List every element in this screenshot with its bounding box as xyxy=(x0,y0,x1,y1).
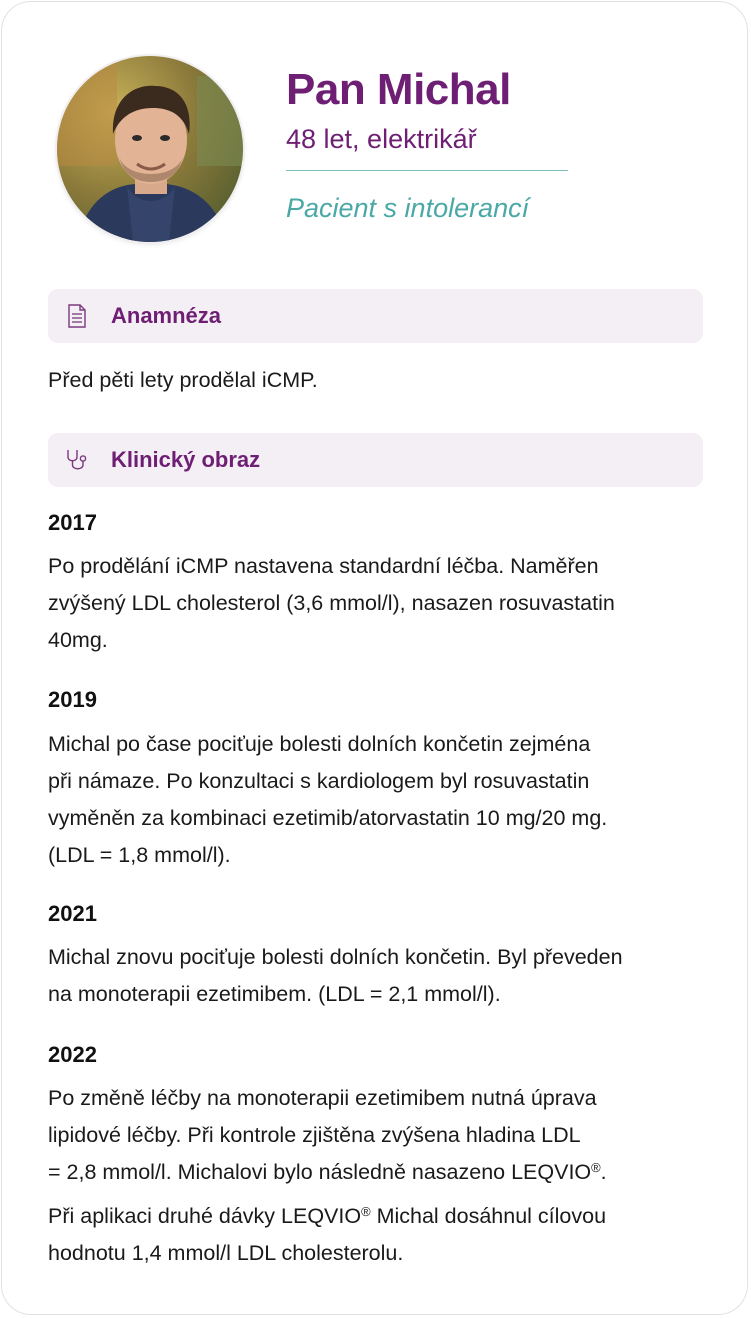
timeline-year-2021: 2021 xyxy=(48,901,97,926)
timeline-year-2017: 2017 xyxy=(48,510,97,535)
avatar-photo xyxy=(57,56,243,242)
text-line: 40mg. xyxy=(48,628,108,652)
section-label-klinicky-obraz: Klinický obraz xyxy=(111,447,261,472)
text-line: na monoterapii ezetimibem. (LDL = 2,1 mmol/l). xyxy=(48,982,501,1006)
stethoscope-icon xyxy=(64,447,90,473)
text-line: Po prodělání iCMP nastavena standardní léčba. Naměřen xyxy=(48,554,599,578)
text-line xyxy=(48,1154,698,1191)
document-icon xyxy=(64,303,90,329)
timeline-text-2019 xyxy=(48,726,698,874)
timeline-year-2022: 2022 xyxy=(48,1042,97,1067)
trademark-symbol: ® xyxy=(591,1159,601,1175)
section-header-klinicky-obraz xyxy=(48,433,703,487)
text-line: (LDL = 1,8 mmol/l). xyxy=(48,843,231,867)
patient-avatar xyxy=(57,56,243,242)
timeline-text-2022 xyxy=(48,1080,698,1191)
text-line: hodnotu 1,4 mmol/l LDL cholesterolu. xyxy=(48,1241,404,1265)
text-line: při námaze. Po konzultaci s kardiologem byl rosuvastatin xyxy=(48,769,590,793)
anamneza-text: Před pěti lety prodělal iCMP. xyxy=(48,368,318,392)
patient-age-occupation: 48 let, elektrikář xyxy=(286,124,477,154)
timeline-text-2022-result xyxy=(48,1198,698,1272)
timeline-text-2021 xyxy=(48,939,698,1013)
text-line: vyměněn za kombinaci ezetimib/atorvastatin 10 mg/20 mg. xyxy=(48,806,608,830)
text-fragment: . xyxy=(600,1160,607,1184)
trademark-symbol: ® xyxy=(361,1203,371,1219)
section-label-anamneza: Anamnéza xyxy=(111,303,222,328)
text-line: lipidové léčby. Při kontrole zjištěna zvýšena hladina LDL xyxy=(48,1123,581,1147)
text-line: Michal po čase pociťuje bolesti dolních končetin zejména xyxy=(48,732,591,756)
text-line: zvýšený LDL cholesterol (3,6 mmol/l), nasazen rosuvastatin xyxy=(48,591,615,615)
timeline-text-2017 xyxy=(48,548,698,659)
text-fragment: Michal dosáhnul cílovou xyxy=(370,1204,607,1228)
header-divider xyxy=(286,170,568,171)
text-line xyxy=(48,1198,698,1235)
text-fragment: Při aplikaci druhé dávky LEQVIO xyxy=(48,1204,362,1228)
text-line: Michal znovu pociťuje bolesti dolních končetin. Byl převeden xyxy=(48,945,623,969)
patient-name: Pan Michal xyxy=(286,65,511,114)
timeline-year-2019: 2019 xyxy=(48,687,97,712)
text-fragment: = 2,8 mmol/l. Michalovi bylo následně nasazeno LEQVIO xyxy=(48,1160,592,1184)
section-header-anamneza xyxy=(48,289,703,343)
text-line: Po změně léčby na monoterapii ezetimibem nutná úprava xyxy=(48,1086,597,1110)
patient-type: Pacient s intolerancí xyxy=(286,193,530,223)
